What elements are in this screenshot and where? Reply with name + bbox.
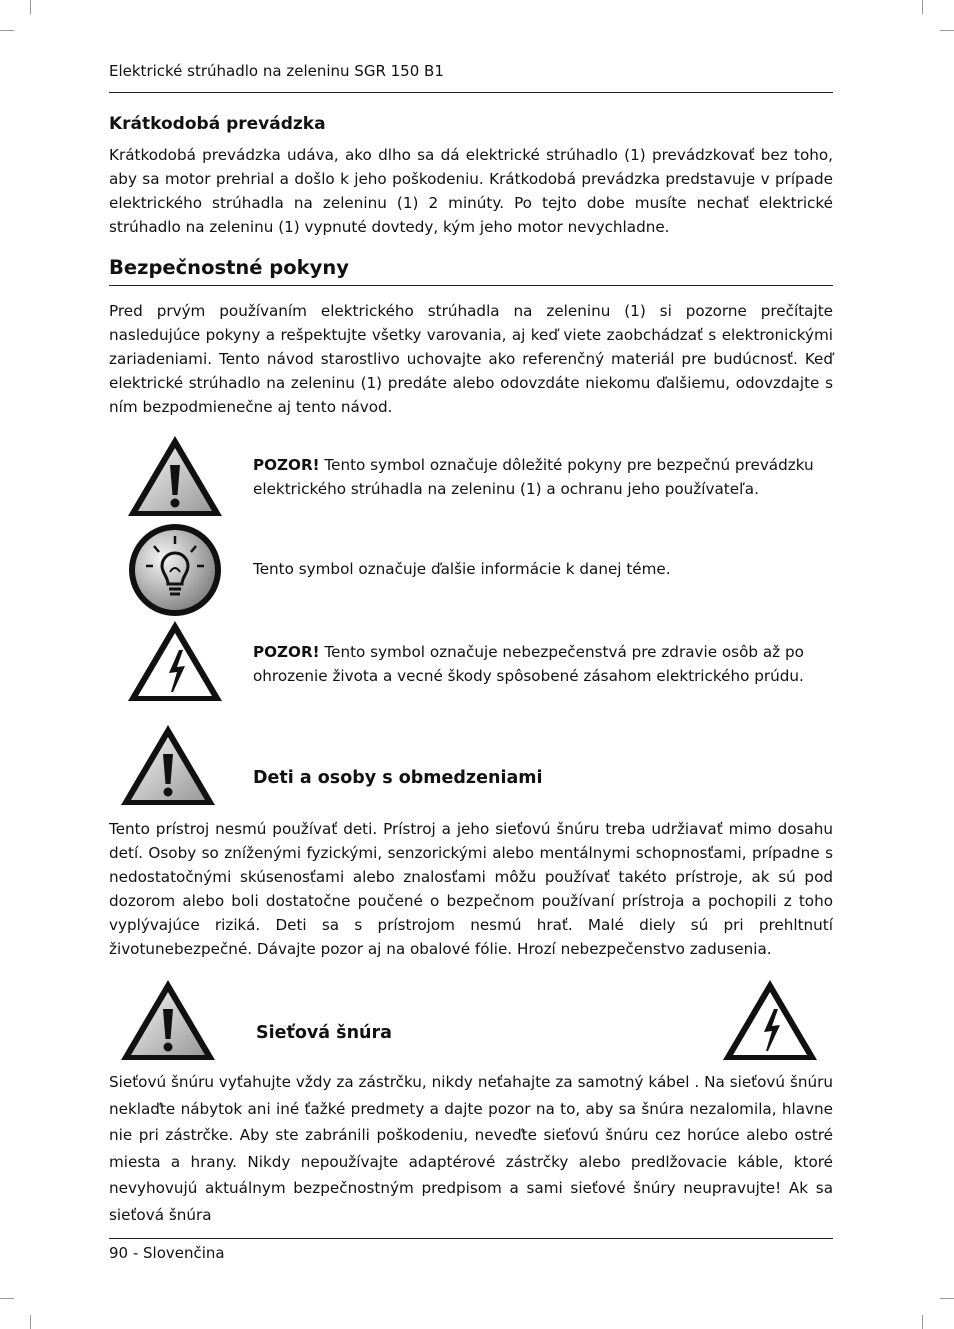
lightbulb-icon [126, 522, 224, 618]
header-rule [109, 92, 833, 93]
symbol-description: Tento symbol označuje ďalšie informácie k danej téme. [253, 560, 671, 578]
warning-triangle-icon [125, 433, 225, 519]
crop-mark [940, 1298, 954, 1299]
section-rule [109, 285, 833, 286]
symbol-text-warning [253, 453, 833, 501]
warning-triangle-icon [118, 722, 218, 808]
symbol-text-electric [253, 640, 833, 688]
crop-mark [30, 0, 31, 14]
crop-mark [922, 0, 923, 14]
crop-mark [0, 30, 14, 31]
paragraph-power-cord: Sieťovú šnúru vyťahujte vždy za zástrčku, nikdy neťahajte za samotný kábel . Na sieťovú šnúru neklaďte nábytok ani iné ťažké predmety a dajte pozor na to, aby sa šnúra nezalomila, hlavne nie pri zástrčke. Aby ste zabránili poškodeniu, neveďte sieťovú šnúru cez horúce alebo ostré miesta a hrany. Nikdy nepoužívajte adaptérové zástrčky alebo predlžovacie káble, ktoré nevyhovujú aktuálnym bezpečnostným predpisom a sami sieťové šnúry neupravujte! Ak sa sieťová šnúra [109, 1073, 833, 1224]
electric-hazard-icon [720, 977, 820, 1063]
crop-mark [922, 1315, 923, 1329]
warning-triangle-icon [118, 977, 218, 1063]
section-heading-safety: Bezpečnostné pokyny [109, 256, 349, 279]
footer-rule [109, 1238, 833, 1239]
crop-mark [940, 30, 954, 31]
page-header: Elektrické strúhadlo na zeleninu SGR 150 B1 [109, 62, 444, 80]
crop-mark [30, 1315, 31, 1329]
paragraph-short-operation: Krátkodobá prevádzka udáva, ako dlho sa dá elektrické strúhadlo (1) prevádzkovať bez toho, aby sa motor prehrial a došlo k jeho poškodeniu. Krátkodobá prevádzka predstavuje v prípade elektrického strúhadla na zeleninu (1) 2 minúty. Po tejto dobe musíte nechať elektrické strúhadlo na zeleninu (1) vypnuté dovtedy, kým jeho motor nevychladne. [109, 146, 833, 236]
pozor-label: POZOR! [253, 643, 320, 661]
page-footer: 90 - Slovenčina [109, 1244, 225, 1262]
symbol-description: Tento symbol označuje dôležité pokyny pre bezpečnú prevádzku elektrického strúhadla na zeleninu (1) a ochranu jeho používateľa. [253, 456, 814, 498]
paragraph-children: Tento prístroj nesmú používať deti. Prístroj a jeho sieťovú šnúru treba udržiavať mimo dosahu detí. Osoby so zníženými fyzickými, senzorickými alebo mentálnymi schopnosťami, prípadne s nedostatočnými skúsenosťami alebo znalosťami môžu používať takéto prístroje, ak sú pod dozorom alebo boli dostatočne poučené o bezpečnom používaní prístroja a pochopili z toho vyplývajúce riziká. Deti sa s prístrojom nesmú hrať. Malé diely sú pri prehltnutí životunebezpečné. Dávajte pozor aj na obalové fólie. Hrozí nebezpečenstvo zadusenia. [109, 820, 833, 958]
section-heading-children: Deti a osoby s obmedzeniami [253, 768, 543, 788]
symbol-text-info [253, 557, 833, 581]
paragraph-safety-intro: Pred prvým používaním elektrického strúhadla na zeleninu (1) si pozorne prečítajte nasledujúce pokyny a rešpektujte všetky varovania, aj keď viete zaobchádzať s elektronickými zariadeniami. Tento návod starostlivo uchovajte ako referenčný materiál pre budúcnosť. Keď elektrické strúhadlo na zeleninu (1) predáte alebo odovzdáte niekomu ďalšiemu, odovzdajte s ním bezpodmienečne aj tento návod. [109, 302, 833, 416]
crop-mark [0, 1298, 14, 1299]
section-heading-short-operation: Krátkodobá prevádzka [109, 114, 326, 134]
section-heading-power-cord: Sieťová šnúra [256, 1023, 392, 1043]
symbol-description: Tento symbol označuje nebezpečenstvá pre zdravie osôb až po ohrozenie života a vecné škody spôsobené zásahom elektrického prúdu. [253, 643, 804, 685]
pozor-label: POZOR! [253, 456, 320, 474]
electric-hazard-icon [125, 618, 225, 704]
